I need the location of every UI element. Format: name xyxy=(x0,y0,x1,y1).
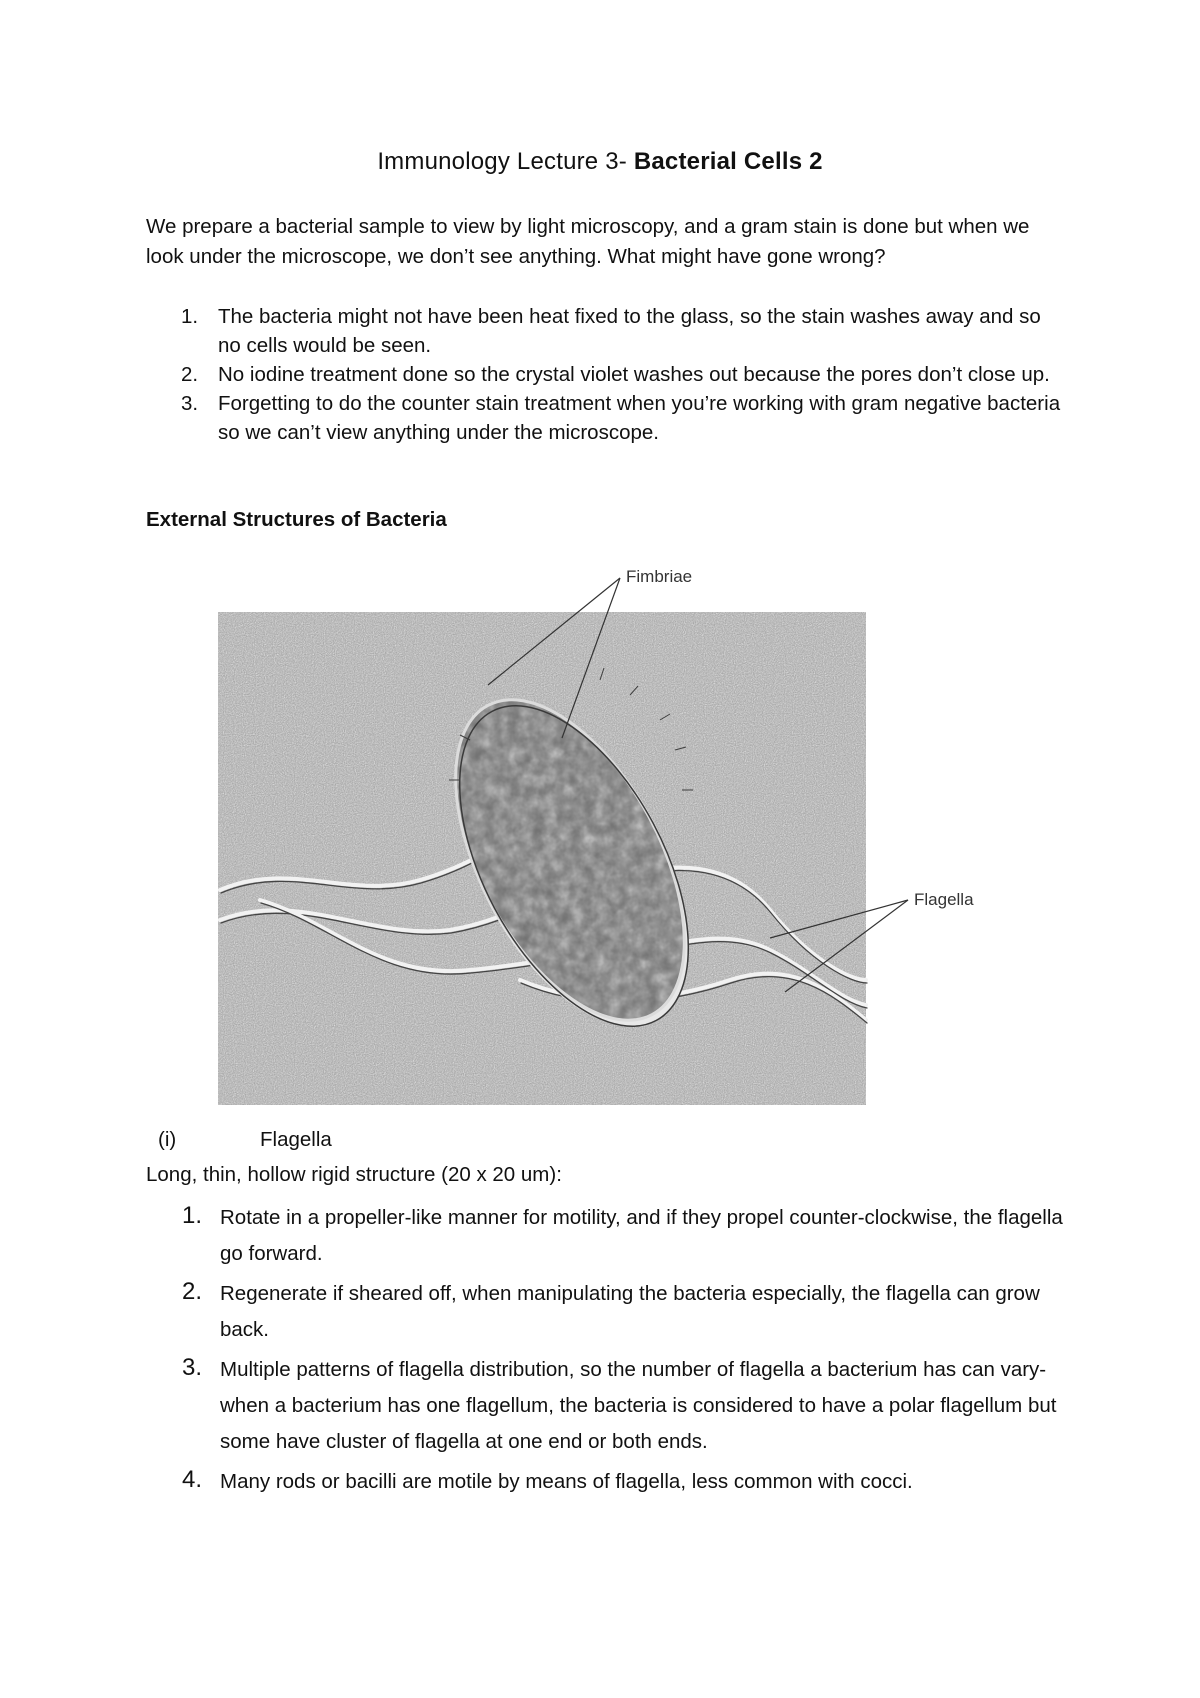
point-text: Rotate in a propeller-like manner for motility, and if they propel counter-clockwise, the flagella go forward. xyxy=(220,1206,1063,1265)
flagella-label: Flagella xyxy=(914,890,974,909)
subsection-roman: (i) xyxy=(158,1128,177,1151)
flagella-point xyxy=(146,1200,1066,1272)
section-heading: External Structures of Bacteria xyxy=(146,508,447,531)
answer-item xyxy=(146,302,1066,360)
flagella-point xyxy=(146,1352,1066,1460)
flagella-intro: Long, thin, hollow rigid structure (20 x 20 um): xyxy=(146,1163,562,1186)
subsection-heading xyxy=(146,1128,332,1152)
point-number: 3. xyxy=(182,1354,203,1381)
fimbriae-label: Fimbriae xyxy=(626,567,693,586)
point-number: 2. xyxy=(182,1278,203,1305)
answer-item xyxy=(146,360,1066,389)
flagella-points-list xyxy=(146,1200,1066,1504)
bacterium-micrograph-figure xyxy=(170,560,990,1105)
answer-text: Forgetting to do the counter stain treatment when you’re working with gram negative bacteria so we can’t view anything under the microscope. xyxy=(218,392,1061,444)
answer-number: 3. xyxy=(181,392,199,415)
title-prefix: Immunology Lecture 3- xyxy=(377,148,634,175)
subsection-title: Flagella xyxy=(260,1128,332,1151)
title-bold: Bacterial Cells 2 xyxy=(633,148,823,175)
page-title xyxy=(0,148,1200,176)
point-text: Regenerate if sheared off, when manipulating the bacteria especially, the flagella can grow back. xyxy=(220,1282,1040,1341)
flagella-point xyxy=(146,1464,1066,1500)
answer-number: 1. xyxy=(181,305,199,328)
point-text: Multiple patterns of flagella distribution, so the number of flagella a bacterium has can vary- when a bacterium has one flagellum, the bacteria is considered to have a polar flagellum but some have cluster of flagella at one end or both ends. xyxy=(220,1358,1057,1453)
answer-item xyxy=(146,389,1066,447)
question-paragraph: We prepare a bacterial sample to view by light microscopy, and a gram stain is done but when we look under the microscope, we don’t see anything. What might have gone wrong? xyxy=(146,215,1030,268)
micrograph-image xyxy=(218,612,867,1105)
flagella-point xyxy=(146,1276,1066,1348)
point-number: 4. xyxy=(182,1466,203,1493)
point-text: Many rods or bacilli are motile by means of flagella, less common with cocci. xyxy=(220,1470,913,1493)
answer-text: No iodine treatment done so the crystal violet washes out because the pores don’t close up. xyxy=(218,363,1050,386)
point-number: 1. xyxy=(182,1202,203,1229)
answers-list xyxy=(146,302,1066,447)
answer-text: The bacteria might not have been heat fixed to the glass, so the stain washes away and so no cells would be seen. xyxy=(218,305,1041,357)
answer-number: 2. xyxy=(181,363,199,386)
